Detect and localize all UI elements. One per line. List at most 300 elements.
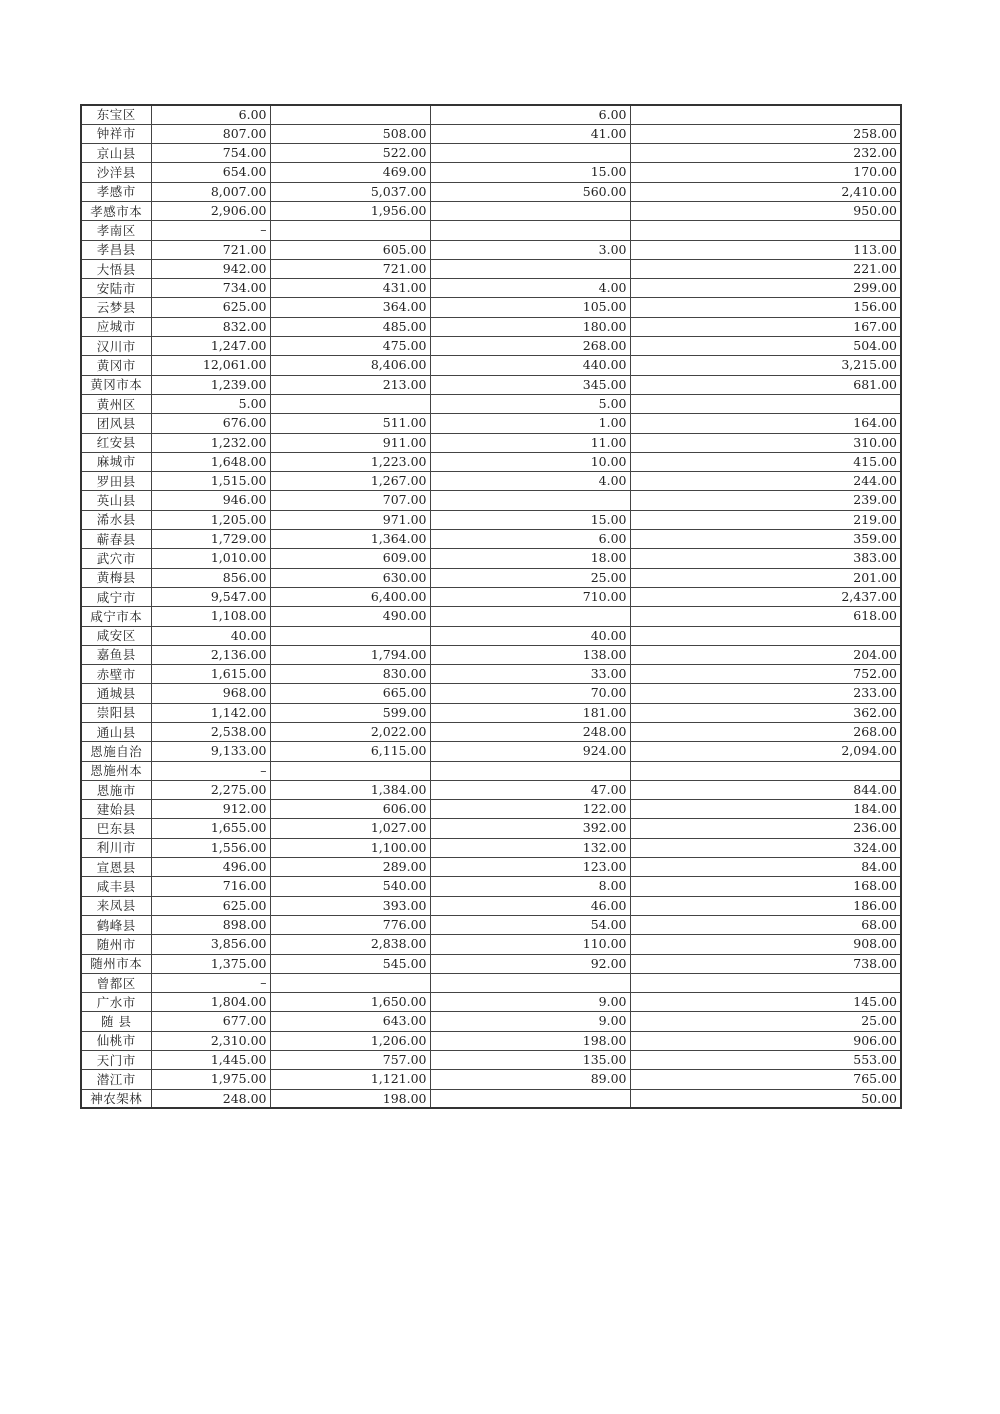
region-name-cell: 黄冈市 (81, 356, 151, 375)
column-3-cell (430, 221, 630, 240)
region-name-cell: 黄冈市本 (81, 375, 151, 394)
column-3-cell: 5.00 (430, 394, 630, 413)
column-3-cell: 6.00 (430, 105, 630, 124)
column-4-cell (630, 626, 901, 645)
column-3-cell: 15.00 (430, 163, 630, 182)
region-name-cell: 大悟县 (81, 259, 151, 278)
column-2-cell (270, 105, 430, 124)
column-2-cell: 606.00 (270, 800, 430, 819)
region-name-cell: 咸丰县 (81, 877, 151, 896)
column-4-cell: 553.00 (630, 1051, 901, 1070)
column-3-cell (430, 144, 630, 163)
column-4-cell: 221.00 (630, 259, 901, 278)
column-3-cell: 248.00 (430, 723, 630, 742)
column-3-cell: 3.00 (430, 240, 630, 259)
total-cell: 832.00 (151, 317, 270, 336)
column-2-cell (270, 394, 430, 413)
table-row (81, 182, 901, 201)
column-4-cell: 170.00 (630, 163, 901, 182)
column-3-cell: 122.00 (430, 800, 630, 819)
column-2-cell: 643.00 (270, 1012, 430, 1031)
column-4-cell: 2,437.00 (630, 587, 901, 606)
column-3-cell (430, 259, 630, 278)
region-name-cell: 咸安区 (81, 626, 151, 645)
column-2-cell: 599.00 (270, 703, 430, 722)
column-3-cell: 41.00 (430, 124, 630, 143)
table-row (81, 568, 901, 587)
total-cell: 1,232.00 (151, 433, 270, 452)
table-row (81, 1031, 901, 1050)
column-3-cell: 1.00 (430, 414, 630, 433)
table-row (81, 858, 901, 877)
column-4-cell: 113.00 (630, 240, 901, 259)
table-row (81, 549, 901, 568)
column-2-cell: 630.00 (270, 568, 430, 587)
region-name-cell: 神农架林 (81, 1089, 151, 1108)
total-cell: 898.00 (151, 915, 270, 934)
column-2-cell: 213.00 (270, 375, 430, 394)
column-2-cell: 8,406.00 (270, 356, 430, 375)
table-row (81, 317, 901, 336)
total-cell: 721.00 (151, 240, 270, 259)
total-cell: 5.00 (151, 394, 270, 413)
column-3-cell: 70.00 (430, 684, 630, 703)
table-row (81, 144, 901, 163)
table-row (81, 221, 901, 240)
table-row (81, 742, 901, 761)
total-cell: 1,239.00 (151, 375, 270, 394)
column-3-cell: 8.00 (430, 877, 630, 896)
column-3-cell: 54.00 (430, 915, 630, 934)
column-3-cell: 9.00 (430, 1012, 630, 1031)
column-2-cell: 6,400.00 (270, 587, 430, 606)
table-row (81, 414, 901, 433)
column-3-cell: 92.00 (430, 954, 630, 973)
table-row (81, 530, 901, 549)
column-2-cell: 1,027.00 (270, 819, 430, 838)
column-4-cell: 738.00 (630, 954, 901, 973)
total-cell: 676.00 (151, 414, 270, 433)
column-2-cell: 431.00 (270, 279, 430, 298)
table-row (81, 1051, 901, 1070)
table-row (81, 472, 901, 491)
total-cell: 625.00 (151, 896, 270, 915)
column-2-cell: 1,364.00 (270, 530, 430, 549)
column-3-cell: 105.00 (430, 298, 630, 317)
region-name-cell: 沙洋县 (81, 163, 151, 182)
total-cell: 754.00 (151, 144, 270, 163)
column-4-cell: 145.00 (630, 993, 901, 1012)
column-4-cell: 239.00 (630, 491, 901, 510)
column-2-cell: 469.00 (270, 163, 430, 182)
column-2-cell: 1,267.00 (270, 472, 430, 491)
region-name-cell: 恩施市 (81, 780, 151, 799)
column-2-cell: 1,794.00 (270, 645, 430, 664)
total-cell: – (151, 221, 270, 240)
table-row (81, 394, 901, 413)
table-row (81, 124, 901, 143)
column-3-cell: 181.00 (430, 703, 630, 722)
table-row (81, 587, 901, 606)
column-4-cell: 299.00 (630, 279, 901, 298)
column-2-cell: 1,223.00 (270, 452, 430, 471)
column-3-cell: 89.00 (430, 1070, 630, 1089)
column-4-cell: 25.00 (630, 1012, 901, 1031)
total-cell: 807.00 (151, 124, 270, 143)
total-cell: 1,648.00 (151, 452, 270, 471)
column-4-cell: 908.00 (630, 935, 901, 954)
column-4-cell: 681.00 (630, 375, 901, 394)
region-name-cell: 崇阳县 (81, 703, 151, 722)
total-cell: 1,108.00 (151, 607, 270, 626)
table-row (81, 645, 901, 664)
column-2-cell (270, 221, 430, 240)
total-cell: 9,133.00 (151, 742, 270, 761)
table-row (81, 337, 901, 356)
region-name-cell: 宣恩县 (81, 858, 151, 877)
column-3-cell: 9.00 (430, 993, 630, 1012)
region-name-cell: 红安县 (81, 433, 151, 452)
column-2-cell: 605.00 (270, 240, 430, 259)
total-cell: 716.00 (151, 877, 270, 896)
table-row (81, 298, 901, 317)
column-4-cell: 383.00 (630, 549, 901, 568)
column-2-cell: 776.00 (270, 915, 430, 934)
total-cell: 9,547.00 (151, 587, 270, 606)
data-table (80, 104, 902, 1109)
region-name-cell: 仙桃市 (81, 1031, 151, 1050)
table-row (81, 491, 901, 510)
region-name-cell: 通城县 (81, 684, 151, 703)
column-2-cell: 971.00 (270, 510, 430, 529)
region-name-cell: 汉川市 (81, 337, 151, 356)
total-cell: 248.00 (151, 1089, 270, 1108)
total-cell: 912.00 (151, 800, 270, 819)
column-3-cell: 710.00 (430, 587, 630, 606)
region-name-cell: 利川市 (81, 838, 151, 857)
table-row (81, 896, 901, 915)
region-name-cell: 钟祥市 (81, 124, 151, 143)
column-4-cell: 186.00 (630, 896, 901, 915)
column-2-cell: 2,838.00 (270, 935, 430, 954)
region-name-cell: 随 县 (81, 1012, 151, 1031)
column-2-cell: 485.00 (270, 317, 430, 336)
total-cell: 1,205.00 (151, 510, 270, 529)
column-2-cell: 757.00 (270, 1051, 430, 1070)
total-cell: 1,615.00 (151, 665, 270, 684)
table-row (81, 800, 901, 819)
column-3-cell: 40.00 (430, 626, 630, 645)
column-2-cell: 1,121.00 (270, 1070, 430, 1089)
column-2-cell: 522.00 (270, 144, 430, 163)
column-3-cell: 47.00 (430, 780, 630, 799)
column-4-cell (630, 221, 901, 240)
total-cell: 1,975.00 (151, 1070, 270, 1089)
total-cell: 1,247.00 (151, 337, 270, 356)
column-2-cell (270, 973, 430, 992)
region-name-cell: 黄梅县 (81, 568, 151, 587)
column-4-cell: 906.00 (630, 1031, 901, 1050)
column-2-cell: 198.00 (270, 1089, 430, 1108)
total-cell: 8,007.00 (151, 182, 270, 201)
column-4-cell: 84.00 (630, 858, 901, 877)
column-2-cell: 540.00 (270, 877, 430, 896)
table-row (81, 761, 901, 780)
total-cell: 2,275.00 (151, 780, 270, 799)
column-2-cell: 830.00 (270, 665, 430, 684)
table-row (81, 375, 901, 394)
table-row (81, 607, 901, 626)
table-row (81, 819, 901, 838)
table-row (81, 240, 901, 259)
total-cell: 1,010.00 (151, 549, 270, 568)
column-4-cell: 3,215.00 (630, 356, 901, 375)
region-name-cell: 应城市 (81, 317, 151, 336)
column-2-cell: 545.00 (270, 954, 430, 973)
column-2-cell: 1,100.00 (270, 838, 430, 857)
table-body (81, 105, 901, 1108)
table-row (81, 723, 901, 742)
table-row (81, 993, 901, 1012)
column-2-cell: 289.00 (270, 858, 430, 877)
column-2-cell: 707.00 (270, 491, 430, 510)
column-4-cell: 362.00 (630, 703, 901, 722)
region-name-cell: 来凤县 (81, 896, 151, 915)
column-3-cell: 440.00 (430, 356, 630, 375)
region-name-cell: 英山县 (81, 491, 151, 510)
region-name-cell: 天门市 (81, 1051, 151, 1070)
column-3-cell: 924.00 (430, 742, 630, 761)
column-2-cell: 490.00 (270, 607, 430, 626)
column-3-cell (430, 761, 630, 780)
column-3-cell: 33.00 (430, 665, 630, 684)
table-row (81, 915, 901, 934)
column-4-cell: 219.00 (630, 510, 901, 529)
total-cell: 1,445.00 (151, 1051, 270, 1070)
total-cell: 3,856.00 (151, 935, 270, 954)
column-4-cell: 844.00 (630, 780, 901, 799)
column-3-cell: 15.00 (430, 510, 630, 529)
table-row (81, 935, 901, 954)
column-3-cell: 345.00 (430, 375, 630, 394)
table-row (81, 1012, 901, 1031)
column-3-cell: 11.00 (430, 433, 630, 452)
column-3-cell: 268.00 (430, 337, 630, 356)
region-name-cell: 孝昌县 (81, 240, 151, 259)
total-cell: 1,804.00 (151, 993, 270, 1012)
column-3-cell: 10.00 (430, 452, 630, 471)
column-3-cell: 392.00 (430, 819, 630, 838)
column-4-cell: 752.00 (630, 665, 901, 684)
table-row (81, 163, 901, 182)
column-4-cell: 359.00 (630, 530, 901, 549)
column-3-cell: 198.00 (430, 1031, 630, 1050)
column-4-cell: 156.00 (630, 298, 901, 317)
total-cell: 6.00 (151, 105, 270, 124)
column-2-cell: 364.00 (270, 298, 430, 317)
region-name-cell: 黄州区 (81, 394, 151, 413)
column-4-cell: 167.00 (630, 317, 901, 336)
column-3-cell: 46.00 (430, 896, 630, 915)
column-3-cell: 180.00 (430, 317, 630, 336)
column-3-cell (430, 607, 630, 626)
table-row (81, 838, 901, 857)
column-2-cell: 508.00 (270, 124, 430, 143)
column-4-cell: 415.00 (630, 452, 901, 471)
table-row (81, 201, 901, 220)
region-name-cell: 浠水县 (81, 510, 151, 529)
column-2-cell: 721.00 (270, 259, 430, 278)
column-3-cell: 18.00 (430, 549, 630, 568)
column-4-cell: 184.00 (630, 800, 901, 819)
column-4-cell: 258.00 (630, 124, 901, 143)
column-4-cell: 268.00 (630, 723, 901, 742)
total-cell: – (151, 761, 270, 780)
column-4-cell: 765.00 (630, 1070, 901, 1089)
region-name-cell: 京山县 (81, 144, 151, 163)
column-4-cell: 233.00 (630, 684, 901, 703)
region-name-cell: 孝感市本 (81, 201, 151, 220)
column-3-cell: 135.00 (430, 1051, 630, 1070)
column-3-cell: 560.00 (430, 182, 630, 201)
table-row (81, 356, 901, 375)
total-cell: 942.00 (151, 259, 270, 278)
column-2-cell (270, 761, 430, 780)
region-name-cell: 潜江市 (81, 1070, 151, 1089)
column-2-cell: 609.00 (270, 549, 430, 568)
table-row (81, 259, 901, 278)
table-row (81, 452, 901, 471)
total-cell: 12,061.00 (151, 356, 270, 375)
table-row (81, 510, 901, 529)
region-name-cell: 随州市本 (81, 954, 151, 973)
table-row (81, 954, 901, 973)
total-cell: 1,556.00 (151, 838, 270, 857)
column-2-cell: 911.00 (270, 433, 430, 452)
total-cell: 1,142.00 (151, 703, 270, 722)
column-4-cell (630, 761, 901, 780)
region-name-cell: 通山县 (81, 723, 151, 742)
table-row (81, 780, 901, 799)
total-cell: 677.00 (151, 1012, 270, 1031)
total-cell: 2,310.00 (151, 1031, 270, 1050)
column-4-cell: 232.00 (630, 144, 901, 163)
total-cell: 1,729.00 (151, 530, 270, 549)
total-cell: 856.00 (151, 568, 270, 587)
region-name-cell: 咸宁市 (81, 587, 151, 606)
table-row (81, 1089, 901, 1108)
region-name-cell: 曾都区 (81, 973, 151, 992)
region-name-cell: 安陆市 (81, 279, 151, 298)
column-2-cell: 393.00 (270, 896, 430, 915)
table-row (81, 279, 901, 298)
region-name-cell: 咸宁市本 (81, 607, 151, 626)
table-row (81, 703, 901, 722)
column-4-cell (630, 105, 901, 124)
column-3-cell: 123.00 (430, 858, 630, 877)
column-2-cell: 1,206.00 (270, 1031, 430, 1050)
region-name-cell: 孝感市 (81, 182, 151, 201)
table-row (81, 433, 901, 452)
region-name-cell: 恩施州本 (81, 761, 151, 780)
column-4-cell: 504.00 (630, 337, 901, 356)
total-cell: 654.00 (151, 163, 270, 182)
region-name-cell: 罗田县 (81, 472, 151, 491)
column-2-cell: 6,115.00 (270, 742, 430, 761)
column-3-cell: 138.00 (430, 645, 630, 664)
column-2-cell: 511.00 (270, 414, 430, 433)
table-row (81, 877, 901, 896)
total-cell: 1,655.00 (151, 819, 270, 838)
total-cell: 2,538.00 (151, 723, 270, 742)
column-4-cell (630, 394, 901, 413)
column-4-cell: 2,094.00 (630, 742, 901, 761)
column-2-cell: 1,650.00 (270, 993, 430, 1012)
column-3-cell: 132.00 (430, 838, 630, 857)
total-cell: 625.00 (151, 298, 270, 317)
region-name-cell: 随州市 (81, 935, 151, 954)
column-4-cell: 236.00 (630, 819, 901, 838)
column-4-cell (630, 973, 901, 992)
total-cell: 968.00 (151, 684, 270, 703)
region-name-cell: 云梦县 (81, 298, 151, 317)
column-2-cell: 5,037.00 (270, 182, 430, 201)
table-row (81, 105, 901, 124)
column-3-cell: 110.00 (430, 935, 630, 954)
column-4-cell: 204.00 (630, 645, 901, 664)
column-4-cell: 950.00 (630, 201, 901, 220)
column-4-cell: 168.00 (630, 877, 901, 896)
column-4-cell: 310.00 (630, 433, 901, 452)
total-cell: 2,906.00 (151, 201, 270, 220)
region-name-cell: 东宝区 (81, 105, 151, 124)
column-3-cell: 6.00 (430, 530, 630, 549)
column-4-cell: 324.00 (630, 838, 901, 857)
table-row (81, 665, 901, 684)
column-2-cell: 1,384.00 (270, 780, 430, 799)
column-2-cell (270, 626, 430, 645)
column-3-cell (430, 1089, 630, 1108)
region-name-cell: 孝南区 (81, 221, 151, 240)
region-name-cell: 蕲春县 (81, 530, 151, 549)
column-4-cell: 164.00 (630, 414, 901, 433)
region-name-cell: 巴东县 (81, 819, 151, 838)
column-4-cell: 68.00 (630, 915, 901, 934)
column-4-cell: 201.00 (630, 568, 901, 587)
region-name-cell: 建始县 (81, 800, 151, 819)
region-name-cell: 赤壁市 (81, 665, 151, 684)
region-name-cell: 鹤峰县 (81, 915, 151, 934)
column-4-cell: 2,410.00 (630, 182, 901, 201)
total-cell: 946.00 (151, 491, 270, 510)
column-2-cell: 2,022.00 (270, 723, 430, 742)
column-3-cell (430, 201, 630, 220)
column-3-cell: 4.00 (430, 472, 630, 491)
total-cell: 496.00 (151, 858, 270, 877)
column-2-cell: 1,956.00 (270, 201, 430, 220)
table-row (81, 684, 901, 703)
region-name-cell: 团风县 (81, 414, 151, 433)
column-4-cell: 244.00 (630, 472, 901, 491)
total-cell: – (151, 973, 270, 992)
column-3-cell: 25.00 (430, 568, 630, 587)
total-cell: 1,375.00 (151, 954, 270, 973)
column-2-cell: 475.00 (270, 337, 430, 356)
region-name-cell: 恩施自治 (81, 742, 151, 761)
column-2-cell: 665.00 (270, 684, 430, 703)
total-cell: 1,515.00 (151, 472, 270, 491)
region-name-cell: 嘉鱼县 (81, 645, 151, 664)
